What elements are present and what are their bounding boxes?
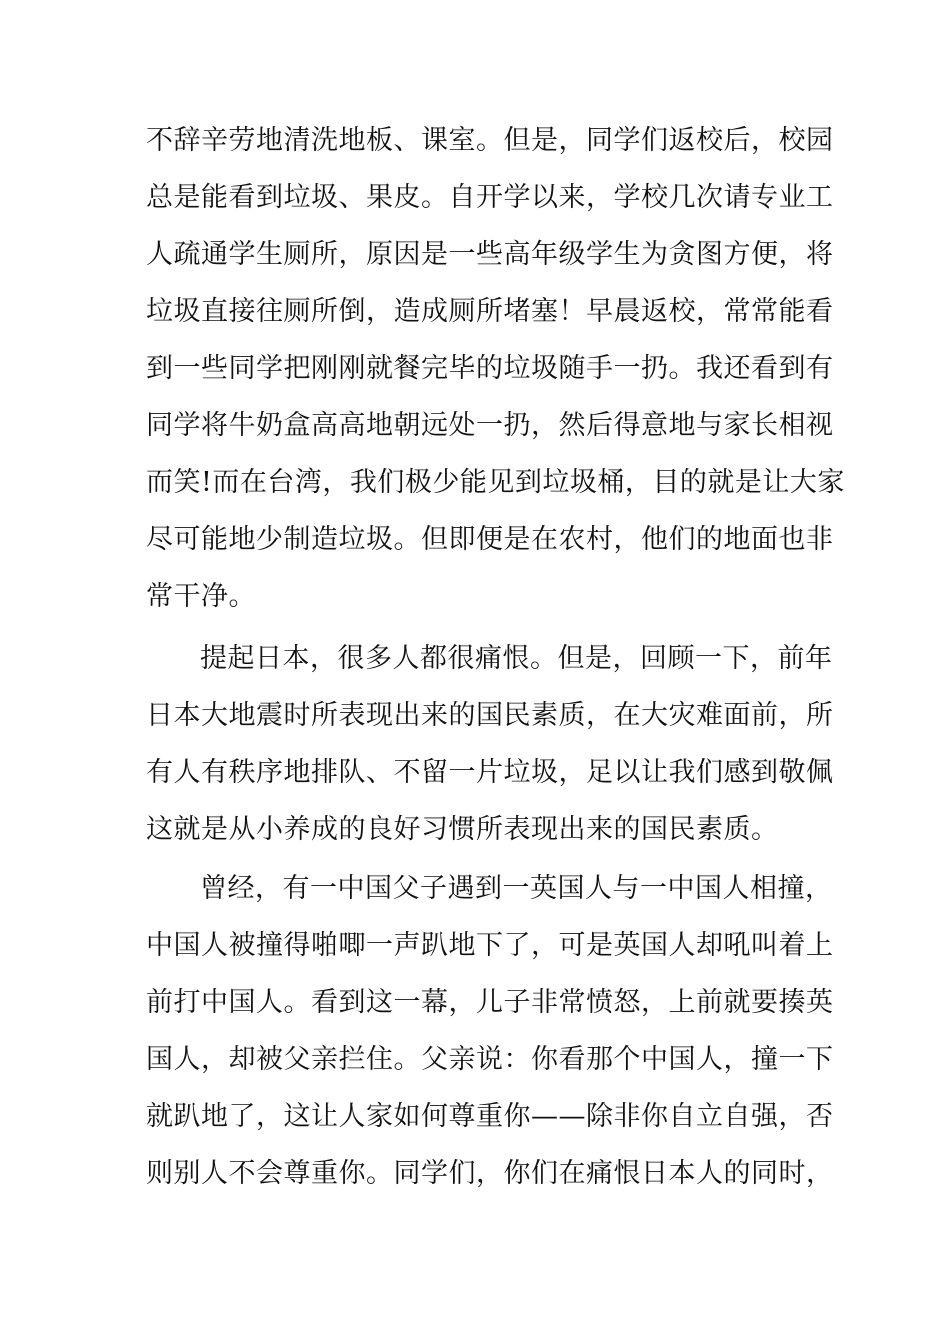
paragraph-1-line-4: 垃圾直接往厕所倒，造成厕所堵塞！早晨返校，常常能看	[146, 296, 834, 327]
paragraph-3-line-6: 则别人不会尊重你。同学们，你们在痛恨日本人的同时，	[146, 1158, 834, 1189]
paragraph-1-line-7: 而笑!而在台湾，我们极少能见到垃圾桶，目的就是让大家	[146, 467, 845, 498]
paragraph-2-line-3: 有人有秩序地排队、不留一片垃圾，足以让我们感到敬佩	[146, 757, 834, 788]
paragraph-3-line-3: 前打中国人。看到这一幕，儿子非常愤怒，上前就要揍英	[146, 987, 834, 1018]
paragraph-1-line-8: 尽可能地少制造垃圾。但即便是在农村，他们的地面也非	[146, 524, 834, 555]
paragraph-1-line-9: 常干净。	[146, 581, 256, 612]
paragraph-2-line-1: 提起日本，很多人都很痛恨。但是，回顾一下，前年	[200, 643, 833, 674]
paragraph-3-line-4: 国人，却被父亲拦住。父亲说：你看那个中国人，撞一下	[146, 1044, 834, 1075]
paragraph-1-line-3: 人疏通学生厕所，原因是一些高年级学生为贪图方便，将	[146, 239, 834, 270]
paragraph-1-line-2: 总是能看到垃圾、果皮。自开学以来，学校几次请专业工	[146, 182, 834, 213]
paragraph-1-line-1: 不辞辛劳地清洗地板、课室。但是，同学们返校后，校园	[146, 125, 834, 156]
paragraph-1-line-5: 到一些同学把刚刚就餐完毕的垃圾随手一扔。我还看到有	[146, 353, 834, 384]
paragraph-3-line-2: 中国人被撞得啪唧一声趴地下了，可是英国人却吼叫着上	[146, 930, 834, 961]
paragraph-1-line-6: 同学将牛奶盒高高地朝远处一扔，然后得意地与家长相视	[146, 410, 834, 441]
paragraph-3-line-1: 曾经，有一中国父子遇到一英国人与一中国人相撞，	[200, 873, 833, 904]
paragraph-2-line-2: 日本大地震时所表现出来的国民素质，在大灾难面前，所	[146, 700, 834, 731]
paragraph-2-line-4: 这就是从小养成的良好习惯所表现出来的国民素质。	[146, 814, 779, 845]
paragraph-3-line-5: 就趴地了，这让人家如何尊重你——除非你自立自强，否	[146, 1101, 834, 1132]
